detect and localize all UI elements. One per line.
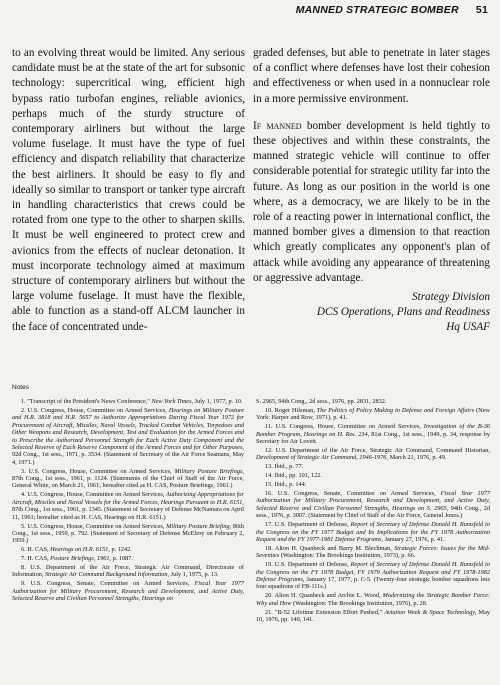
footnote-title: Report of Secretary of Defense Donald H. Rumsfeld to the Congress on the FY 1978 Budget, FY 1979 Authorization Request and FY 1978-1982 Defense Programs, [256, 561, 490, 583]
footnote [256, 447, 490, 462]
footnote-text: 7. H. CAS, [21, 555, 51, 563]
footnote-text: July 1, 1975, p. 13. [169, 571, 219, 579]
footnote-text: 19. U.S. Department of Defense, [265, 561, 351, 569]
paragraph-lead-in: If manned [253, 119, 302, 132]
footnote-text: 8. U.S. Department of the Air Force, Strategic Air Command, Directorate of Information, [12, 564, 244, 579]
footnote [12, 564, 244, 579]
footnote-text: May 10, 1976, pp. 140, 141. [256, 608, 490, 623]
footnote-text: 4. U.S. Congress, House, Committee on Armed Services, [21, 491, 167, 499]
footnote-text: p. 1087. [111, 555, 133, 563]
footnote [256, 561, 490, 591]
footnote [12, 468, 244, 490]
footnote [256, 423, 490, 445]
footnote-title: Fiscal Year 1977 Authorization for Military Procurement, Research and Development, and Active Duty, Selected Reserve and Civilian Personnel Strengths, Hearings on S. 2965, [256, 489, 491, 512]
footnote-text: 17. U.S. Department of Defense, [265, 521, 351, 529]
footnote-text: 9. U.S. Congress, Senate, Committee on Armed Services, [21, 580, 195, 588]
signature-block [253, 290, 490, 335]
footnote [256, 398, 490, 405]
footnote [12, 398, 244, 405]
footnote-title: New York Times, [151, 398, 194, 405]
footnote-text: 11. U.S. Congress, House, Committee on Armed Services, [265, 423, 424, 431]
footnote-text: 18. Alton H. Quanbeck and Barry M. Blechman, [265, 544, 395, 552]
footnote-text: 92d Cong., 1st sess., 1971, p. 3534. (Statement of Secretary of the Air Force Seamans, May 4, 1971.) [12, 451, 244, 466]
footnote-title: The Politics of Policy Making in Defense and Foreign Affairs [316, 406, 475, 414]
footnote [12, 546, 244, 553]
footnote-text: 13. Ibid., p. 77. [265, 463, 304, 471]
footnote-text: 87th Cong., 1st sess., 1961, p. 1124. (Statements of the Chief of Staff of the Air Force, General White, on March 21, 1961; hereafter cited as H. CAS, Posture Briefings, 1961.) [12, 475, 244, 490]
footnote-text: 3. U.S. Congress, House, Committee on Armed Services, [21, 467, 175, 475]
footnote [256, 521, 490, 543]
running-title: MANNED STRATEGIC BOMBER [295, 4, 459, 16]
footnote-text: (New York: Harper and Row, 1971), p. 41. [256, 406, 490, 422]
footnote-text: 14. Ibid., pp. 101, 122. [265, 472, 322, 480]
footnote [256, 463, 490, 470]
signature-line: Hq USAF [446, 321, 490, 334]
body-paragraph: to an evolving threat would be limited. Any serious candidate must be at the state of the art for subsonic technology: supercritical wing, efficient high bypass ratio turbofan engines, reliable avionics, perhaps much of the sturdy structure of contemporary airliners but without the large volume fuselage. It must have the type of fuel efficiency and dispatch reliability that characterize the best airliners. It should be easy to fly and ideally so similar to transport or tanker type aircraft in handling characteristics that crews could be rotated from one type to the other to sharpen skills. It must be well engineered to protect crew and avionics from the effects of nuclear detonation. It must incorporate technology aimed at maximum structure of contemporary airliners but without the large volume fuselage. It must have the flexible, able to function as a stand-off ALCM launcher in the face of concentrated unde- [12, 47, 245, 333]
footnote [256, 407, 490, 422]
footnote [12, 407, 244, 466]
footnote [256, 592, 490, 607]
signature-line: Strategy Division [412, 291, 490, 304]
footnote-text: 87th Cong., 1st sess., 1961, p. 1345. (Statement of Secretary of Defense McNamara on April 11, 1961; hereafter cited as H. CAS, Hearings on H.R. 6151.) [12, 506, 244, 521]
footnote-text: 16. U.S. Congress, Senate, Committee on Armed Services, [265, 489, 441, 497]
body-column-left [12, 46, 245, 335]
footnote-text: 81st Cong., 1st sess., 1949, p. 34, response by Secretary for Air Lovett. [256, 430, 490, 446]
footnote-text: March 21, 1976, p. 49. [388, 454, 447, 462]
footnote-text: July 1, 1977, p. 10. [193, 398, 243, 405]
footnote-text: (Washington: The Brookings Institution, 1976), p. 28. [291, 599, 428, 607]
footnote-text: 20. Alton H. Quanbeck and Archie L. Wood, [265, 592, 383, 600]
footnote-text: 12. U.S. Department of the Air Force, Strategic Air Command, Command Historian, [265, 446, 490, 454]
footnote-text: 1. "Transcript of the President's News Conference," [21, 398, 152, 405]
notes-heading: Notes [12, 384, 29, 391]
footnote-title: Military Posture Briefings, [174, 467, 244, 475]
footnote-text: 10. Roger Hilsman, [265, 406, 317, 414]
body-paragraph [253, 119, 490, 286]
footnote [256, 545, 490, 560]
footnote-text: January 27, 1976, p. 41. [383, 535, 445, 543]
footnote [256, 481, 490, 488]
footnote-title: Aviation Week & Space Technology, [384, 608, 477, 616]
footnote [12, 491, 244, 521]
body-column-right [253, 46, 490, 335]
footnote-text: January 17, 1977, p. C-5. (Twenty-four strategic bomber squadrons less four squadrons of FB-111s.) [256, 575, 490, 591]
body-paragraph: graded defenses, but able to penetrate in later stages of a conflict where defenses have lost their cohesion and effectiveness or when used in a nonnuclear role in a more permissive environment. [253, 47, 490, 105]
footnote-title: Strategic Forces: Issues for the Mid-Seventies [256, 544, 490, 560]
footnote [12, 555, 244, 562]
footnote-text: (Washington: The Brookings Institution, 1973), p. 66. [279, 552, 416, 560]
page-number: 51 [475, 4, 488, 16]
footnote-title: Development of Strategic Air Command, 1946-1976, [256, 454, 388, 462]
footnote-text: 6. H. CAS, [21, 546, 51, 554]
footnote-text: 2. U.S. Congress, House, Committee on Armed Services, [21, 406, 169, 414]
running-header [12, 4, 488, 20]
footnote-title: Posture Briefings, 1961, [50, 555, 112, 563]
footnote [256, 490, 490, 520]
notes-column-right [256, 398, 490, 625]
signature-line: DCS Operations, Plans and Readiness [316, 306, 490, 319]
paragraph-text: bomber development is held tightly to these objectives and within these constraints, the manned strategic vehicle will continue to offer considerable potential for strategic utility far into the future. As long as our position in the world is one where, as a democracy, we are likely to be in the role of a reacting power in international conflict, the manned bomber gives a dimension to that reaction which greatly complicates any opponent's plan of attack while avoiding any appearance of threatening or aggressive advantage. [253, 119, 490, 284]
footnote [256, 609, 490, 624]
footnote-title: Hearings on Military Posture and H.R. 3818 and H.R. 5657 to Authorize Appropriations During Fiscal Year 1972 for Procurement of Aircraft, Missiles, Naval Vessels, Tracked Combat Vehicles, Torpedoes and Other Weapons and Research, Development, Test and Evaluation for the Armed Forces and to Prescribe the Authorized Personnel Strength for Each Active Duty Component and the Selected Reserve of Each Reserve Component of the Armed Forces and for Other Purposes, [12, 406, 244, 451]
footnote-text: S. 2965, 94th Cong., 2d sess., 1976, pp. 2831, 2832. [256, 398, 387, 405]
footnote-text: 94th Cong., 2d sess., 1976, p. 3007. (Statement by Chief of Staff of the Air Force, General Jones.) [256, 504, 490, 520]
footnote-title: Fiscal Year 1977 Authorization for Military Procurement, Research and Development, and Active Duty, Selected Reserve and Civilian Personnel Strengths, Hearings on [12, 580, 244, 603]
footnote-text: 86th Cong., 1st sess., 1959, p. 792. (Statement of Secretary of Defense McElroy on February 2, 1959.) [12, 522, 244, 545]
footnote [256, 472, 490, 479]
footnote-title: Strategic Air Command Background Information, [44, 571, 170, 579]
footnote-title: Investigation of the B-36 Bomber Program, Hearings on H. Res. 234, [256, 423, 490, 438]
footnote-text: 15. Ibid., p. 144. [265, 481, 307, 489]
footnote-title: Report of Secretary of Defense Donald H. Rumsfeld to the Congress on the FY 1977 Budget and Its Implications for the FY 1978 Authorization Request and the FY 1977-1981 Defense Programs, [256, 521, 490, 543]
notes-column-left [12, 398, 244, 604]
footnote-text: 21. "B-52 Lifetime Extension Effort Pushed," [265, 608, 385, 616]
footnote [12, 523, 244, 545]
footnote-text: p. 1242. [109, 546, 132, 554]
footnote-text: 5. U.S. Congress, House, Committee on Armed Services, [21, 522, 167, 530]
footnote [12, 580, 244, 602]
footnote-title: Military Posture Briefing, [166, 522, 232, 530]
footnote-title: Hearings on H.R. 6151, [50, 546, 110, 554]
footnote-title: Authorizing Appropriations for Aircraft, Missiles and Naval Vessels for the Armed Forces, Hearings Pursuant to H.R. 6151, [12, 491, 244, 506]
footnote-title: Modernizing the Strategic Bomber Force: Why and How [256, 592, 491, 607]
